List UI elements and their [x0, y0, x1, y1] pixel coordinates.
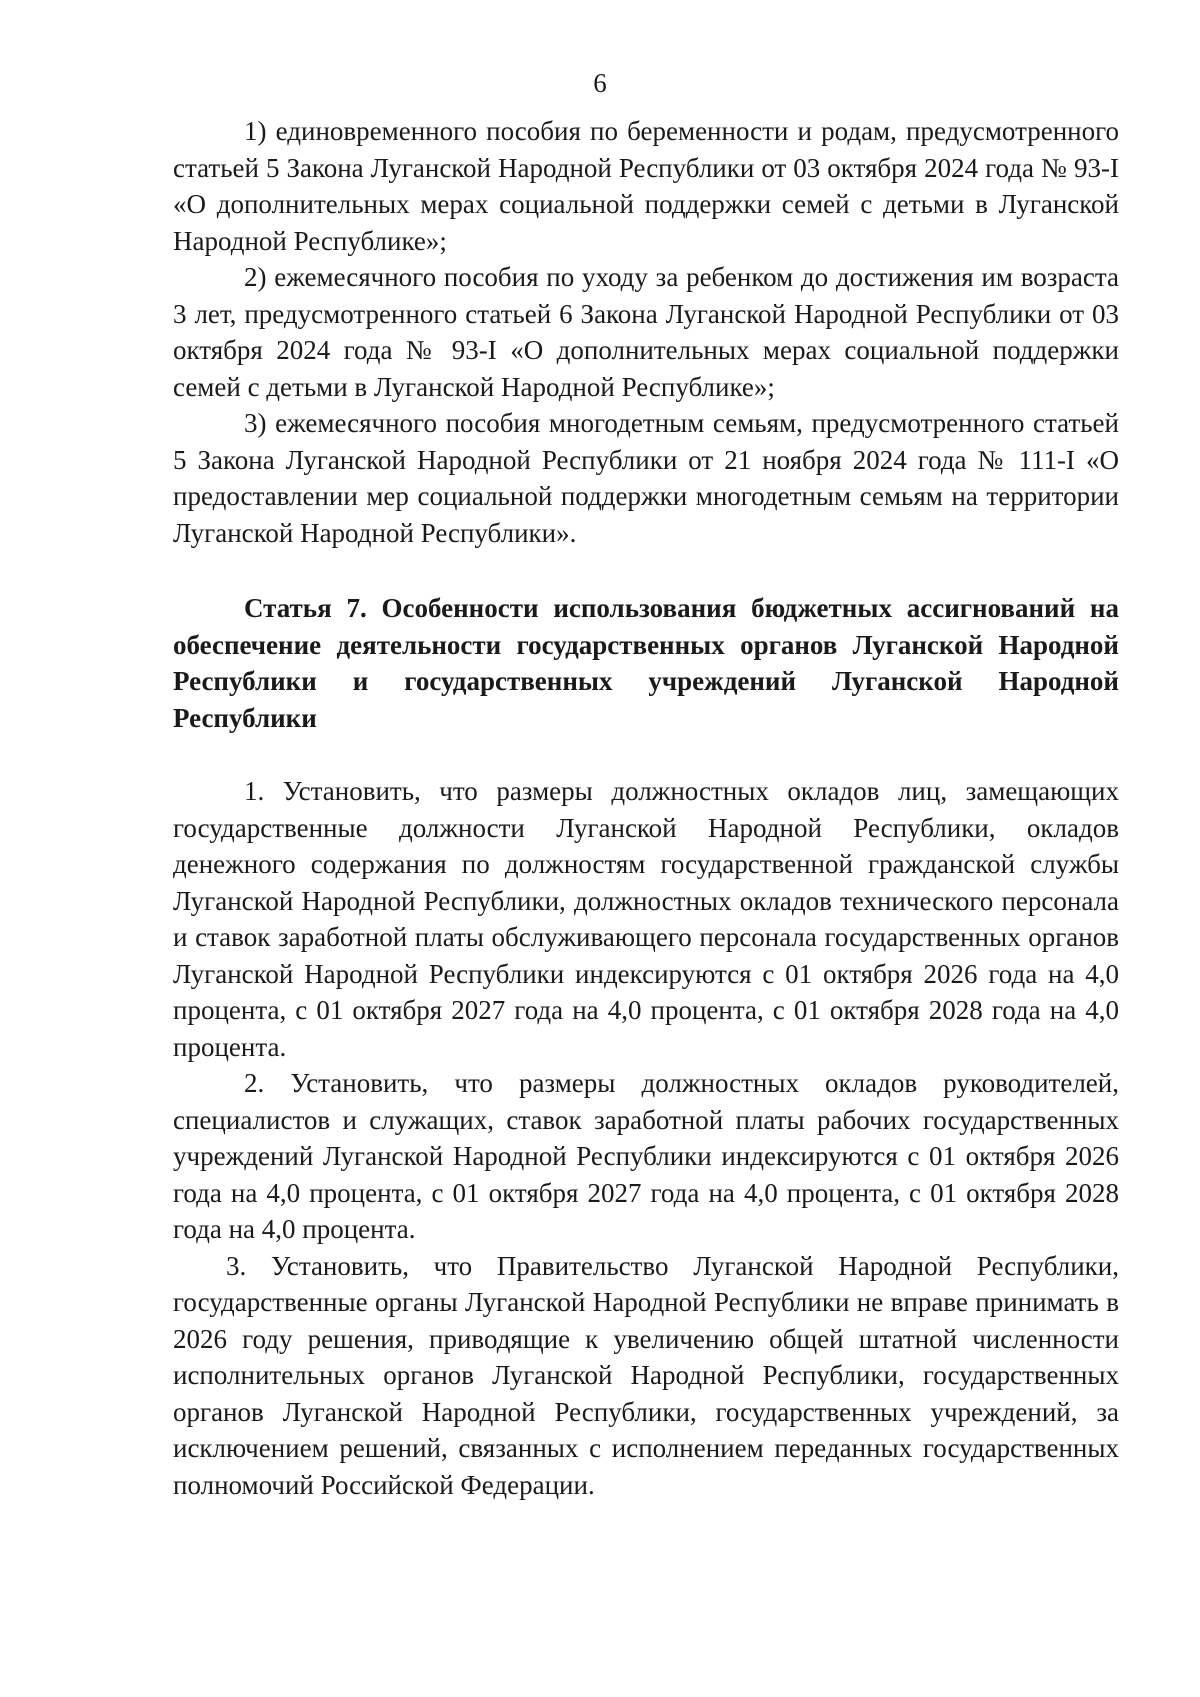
page-number: 6 [593, 68, 607, 98]
article-7-heading: Статья 7. Особенности использования бюджетных ассигнований на обеспечение деятельности государственных органов Луганской Народной Республики и государственных учреждений Луганской Народной Республики [173, 593, 1119, 733]
benefit-item-3: 3) ежемесячного пособия многодетным семьям, предусмотренного статьей 5 Закона Луганской Народной Республики от 21 ноября 2024 года № 111-I «О предоставлении мер социальной поддержки многодетным семьям на территории Луганской Народной Республики». [173, 408, 1119, 548]
benefit-item-1: 1) единовременного пособия по беременности и родам, предусмотренного статьей 5 Закона Луганской Народной Республики от 03 октября 2024 года № 93-I «О дополнительных мерах социальной поддержки семей с детьми в Луганской Народной Республике»; [173, 116, 1119, 256]
article-7-clause-3: 3. Установить, что Правительство Луганской Народной Республики, государственные органы Луганской Народной Республики не вправе принимать в 2026 году решения, приводящие к увеличению общей штатной численности исполнительных органов Луганской Народной Республики, государственных органов Луганской Народной Республики, государственных учреждений, за исключением решений, связанных с исполнением переданных государственных полномочий Российской Федерации. [173, 1250, 1119, 1500]
document-body [173, 113, 1119, 1503]
benefit-item-2: 2) ежемесячного пособия по уходу за ребенком до достижения им возраста 3 лет, предусмотренного статьей 6 Закона Луганской Народной Республики от 03 октября 2024 года № 93-I «О дополнительных мерах социальной поддержки семей с детьми в Луганской Народной Республике»; [173, 262, 1119, 402]
article-7-clause-1: 1. Установить, что размеры должностных окладов лиц, замещающих государственные должности Луганской Народной Республики, окладов денежного содержания по должностям государственной гражданской службы Луганской Народной Республики, должностных окладов технического персонала и ставок заработной платы обслуживающего персонала государственных органов Луганской Народной Республики индексируются с 01 октября 2026 года на 4,0 процента, с 01 октября 2027 года на 4,0 процента, с 01 октября 2028 года на 4,0 процента. [173, 776, 1119, 1062]
article-7-clause-2: 2. Установить, что размеры должностных окладов руководителей, специалистов и служащих, ставок заработной платы рабочих государственных учреждений Луганской Народной Республики индексируются с 01 октября 2026 года на 4,0 процента, с 01 октября 2027 года на 4,0 процента, с 01 октября 2028 года на 4,0 процента. [173, 1068, 1119, 1244]
